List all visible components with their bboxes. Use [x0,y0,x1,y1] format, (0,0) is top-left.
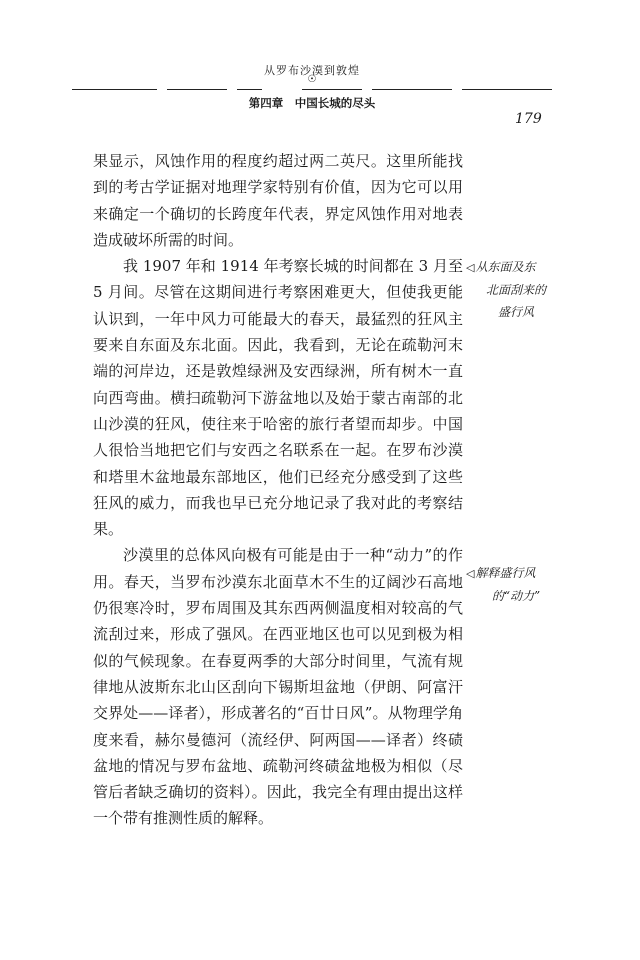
margin-note-line: 解释盛行风 [475,566,536,580]
margin-note-line: 北面刮来的 [485,283,546,297]
margin-note-line: 盛行风 [497,305,534,319]
page-number: 179 [515,111,542,127]
header-rule [372,89,452,90]
paragraph: 我 1907 年和 1914 年考察长城的时间都在 3 月至 5 月间。尽管在这期间进行考察困难更大，但使我更能认识到，一年中风力可能最大的春天，最猛烈的狂风主要来自东面及东北面。因此，我看到，无论在疏勒河末端的河岸边，还是敦煌绿洲及安西绿洲，所有树木一直向西弯曲。横扫疏勒河下游盆地以及始于蒙古南部的北山沙漠的狂风，使往来于哈密的旅行者望而却步。中国人很恰当地把它们与安西之名联系在一起。在罗布沙漠和塔里木盆地最东部地区，他们已经充分感受到了这些狂风的威力，而我也早已充分地记录了我对此的考察结果。 [93,257,463,539]
header-rule [167,89,227,90]
triangle-marker-icon: ◁ [466,261,475,274]
chapter-title: 第四章 中国长城的尽头 [248,96,376,110]
margin-note-line: 的“动力” [491,589,541,603]
header-rule [302,89,362,90]
margin-note-line: 从东面及东 [475,260,536,274]
triangle-marker-icon: ◁ [466,567,475,580]
paragraph: 果显示，风蚀作用的程度约超过两二英尺。这里所能找到的考古学证据对地理学家特别有价值，因为它可以用来确定一个确切的长跨度年代表，界定风蚀作用对地表造成破坏所需的时间。 [93,152,463,249]
body-text [93,148,463,832]
running-header [72,62,552,122]
header-rule [462,89,552,90]
ornament-icon: ☉ [307,74,317,85]
margin-note [466,562,566,607]
book-title: 从罗布沙漠到敦煌 [264,64,360,77]
header-rule [237,89,262,90]
paragraph: 沙漠里的总体风向极有可能是由于一种“动力”的作用。春天，当罗布沙漠东北面草木不生的辽阔沙石高地仍很寒冷时，罗布周围及其东西两侧温度相对较高的气流刮过来，形成了强风。在西亚地区也可以见到极为相似的气候现象。在春夏两季的大部分时间里，气流有规律地从波斯东北山区刮向下锡斯坦盆地（伊朗、阿富汗交界处——译者），形成著名的“百廿日风”。从物理学角度来看，赫尔曼德河（流经伊、阿两国——译者）终碛盆地的情况与罗布盆地、疏勒河终碛盆地极为相似（尽管后者缺乏确切的资料）。因此，我完全有理由提出这样一个带有推测性质的解释。 [93,546,463,828]
margin-note [466,256,566,323]
header-rule [72,89,157,90]
